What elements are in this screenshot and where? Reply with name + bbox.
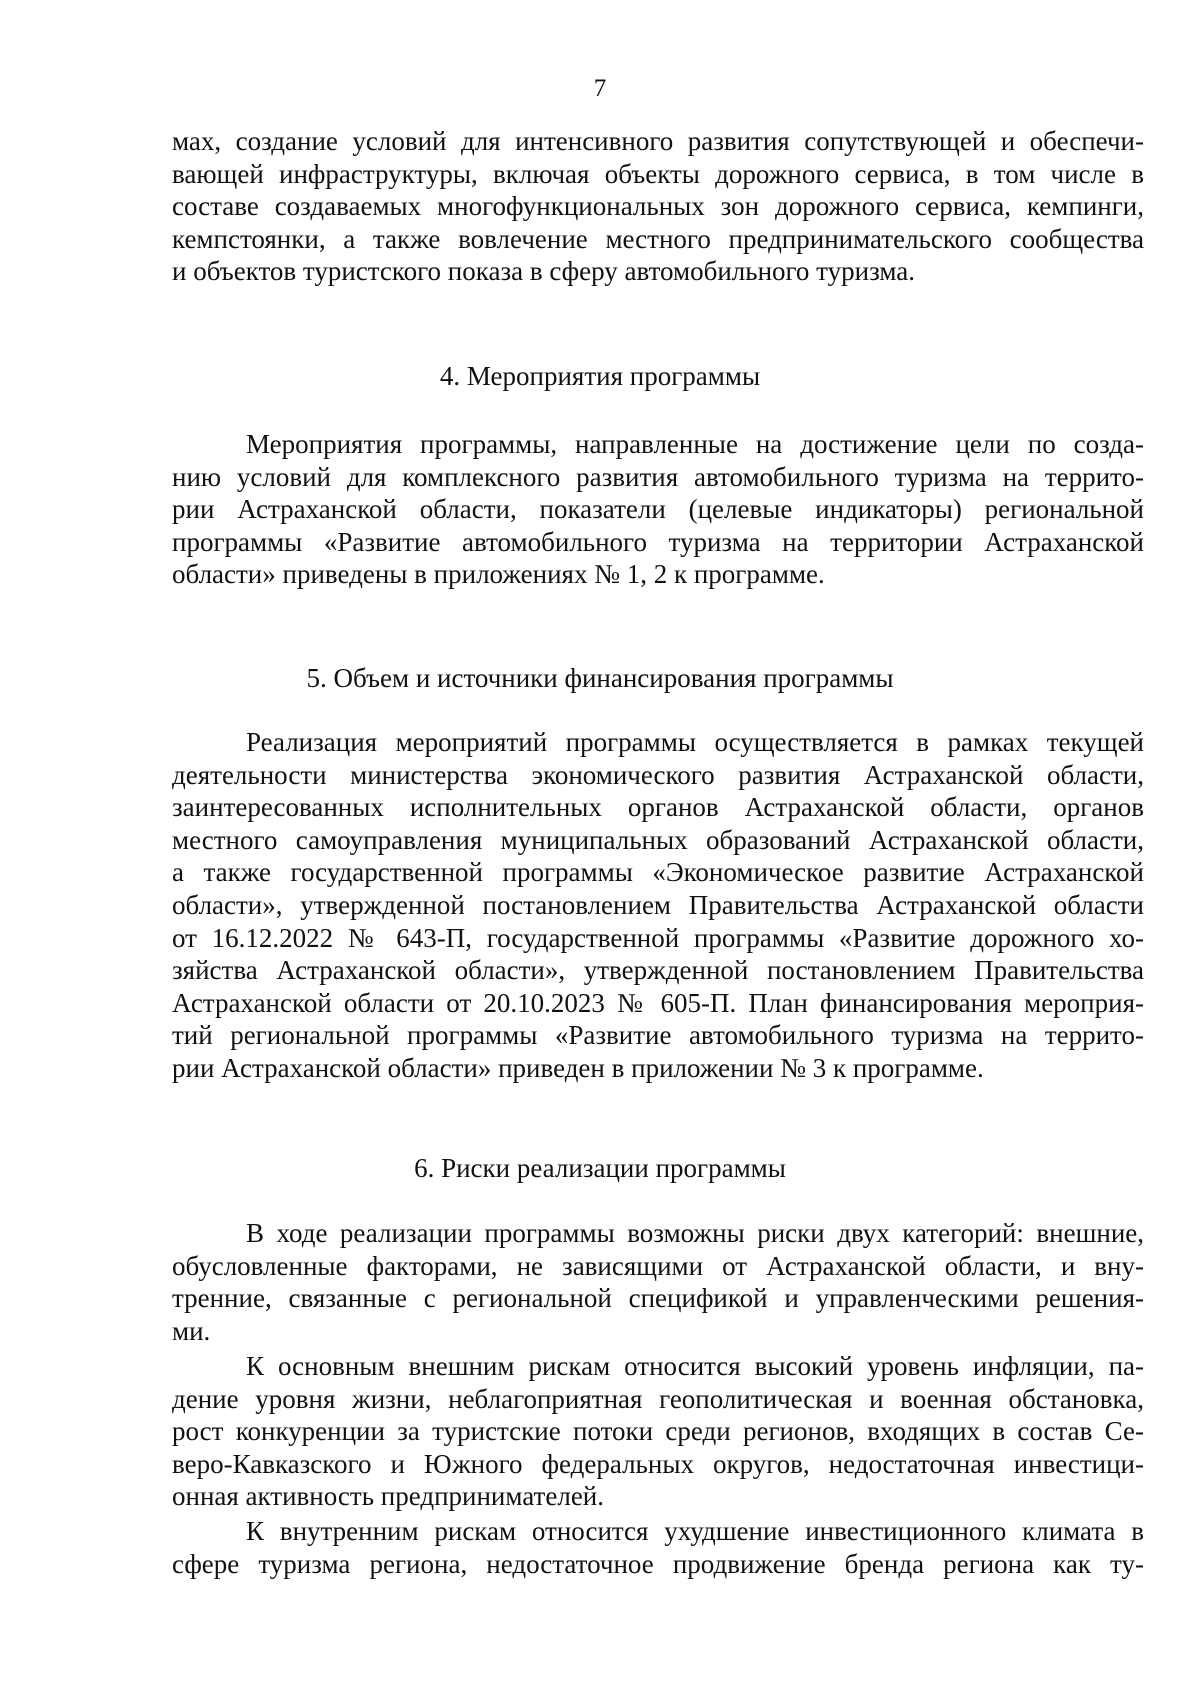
text-line: мах, создание условий для интенсивного развития сопутствующей и обеспечи- — [172, 126, 1144, 156]
section-5-paragraph — [172, 726, 1144, 1085]
continuation-paragraph — [172, 125, 1144, 288]
text-line: тий региональной программы «Развитие автомобильного туризма на террито- — [172, 1020, 1144, 1051]
section-4-paragraph — [172, 428, 1144, 591]
text-line: тренние, связанные с региональной спецификой и управленческими решения- — [172, 1283, 1144, 1314]
text-line: К основным внешним рискам относится высокий уровень инфляции, па- — [246, 1351, 1144, 1381]
text-line: сфере туризма региона, недостаточное продвижение бренда региона как ту- — [172, 1548, 1144, 1579]
text-line: К внутренним рискам относится ухудшение инвестиционного климата в — [246, 1516, 1144, 1546]
section-4-heading: 4. Мероприятия программы — [439, 361, 761, 391]
text-line: Мероприятия программы, направленные на достижение цели по созда- — [246, 429, 1144, 459]
text-line: а также государственной программы «Экономическое развитие Астраханской — [172, 857, 1144, 888]
section-6-paragraph-3 — [172, 1515, 1144, 1580]
text-line: области» приведены в приложениях № 1, 2 к программе. — [172, 559, 825, 590]
section-6-heading: 6. Риски реализации программы — [414, 1153, 786, 1183]
text-line: заинтересованных исполнительных органов Астраханской области, органов — [172, 792, 1144, 823]
text-line: рии Астраханской области» приведен в приложении № 3 к программе. — [172, 1052, 984, 1083]
text-line: зяйства Астраханской области», утвержденной постановлением Правительства — [172, 955, 1144, 986]
text-line: обусловленные факторами, не зависящими от Астраханской области, и вну- — [172, 1250, 1144, 1281]
text-line: деятельности министерства экономического развития Астраханской области, — [172, 759, 1144, 790]
text-line: дение уровня жизни, неблагоприятная геополитическая и военная обстановка, — [172, 1383, 1144, 1414]
text-line: и объектов туристского показа в сферу автомобильного туризма. — [172, 256, 915, 287]
text-line: вающей инфраструктуры, включая объекты дорожного сервиса, в том числе в — [172, 158, 1144, 189]
text-line: Реализация мероприятий программы осуществляется в рамках текущей — [246, 727, 1144, 757]
section-6-paragraph-2 — [172, 1350, 1144, 1513]
text-line: ми. — [172, 1315, 211, 1346]
text-line: программы «Развитие автомобильного туризма на территории Астраханской — [172, 526, 1144, 557]
text-line: В ходе реализации программы возможны риски двух категорий: внешние, — [246, 1218, 1144, 1248]
text-line: рии Астраханской области, показатели (целевые индикаторы) региональной — [172, 494, 1144, 525]
section-5-heading: 5. Объем и источники финансирования программы — [306, 663, 894, 693]
page-number: 7 — [593, 75, 607, 102]
text-line: нию условий для комплексного развития автомобильного туризма на террито- — [172, 461, 1144, 492]
text-line: веро-Кавказского и Южного федеральных округов, недостаточная инвестици- — [172, 1448, 1144, 1479]
text-line: кемпстоянки, а также вовлечение местного предпринимательского сообщества — [172, 223, 1144, 254]
text-line: рост конкуренции за туристские потоки среди регионов, входящих в состав Се- — [172, 1416, 1144, 1447]
text-line: Астраханской области от 20.10.2023 № 605-П. План финансирования мероприя- — [172, 987, 1144, 1018]
text-line: области», утвержденной постановлением Правительства Астраханской области — [172, 889, 1144, 920]
text-line: составе создаваемых многофункциональных зон дорожного сервиса, кемпинги, — [172, 191, 1144, 222]
text-line: онная активность предпринимателей. — [172, 1481, 604, 1512]
text-line: местного самоуправления муниципальных образований Астраханской области, — [172, 824, 1144, 855]
text-line: от 16.12.2022 № 643-П, государственной программы «Развитие дорожного хо- — [172, 922, 1144, 953]
section-6-paragraph-1 — [172, 1217, 1144, 1347]
